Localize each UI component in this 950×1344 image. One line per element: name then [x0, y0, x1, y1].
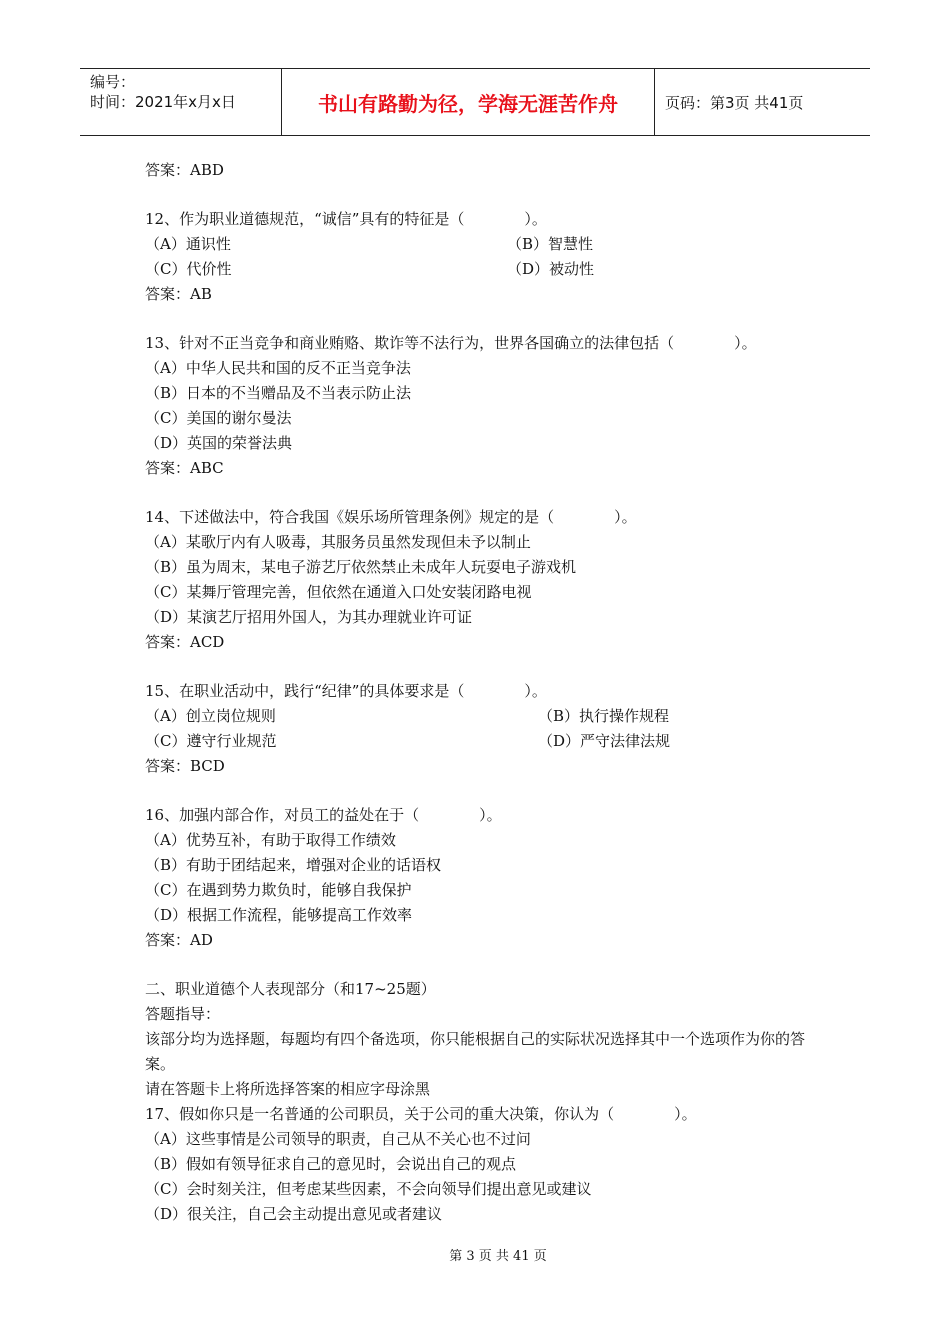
section-title: 二、职业道德个人表现部分（和17~25题） [145, 980, 436, 998]
option-d: （D）很关注，自己会主动提出意见或者建议 [145, 1205, 443, 1223]
option-c: （C）遵守行业规范 [145, 732, 277, 750]
option-d: （D）被动性 [507, 260, 595, 278]
option-b: （B）有助于团结起来，增强对企业的话语权 [145, 856, 442, 874]
option-b: （B）假如有领导征求自己的意见时，会说出自己的观点 [145, 1155, 517, 1173]
answer: 答案：AB [145, 285, 212, 303]
option-c: （C）会时刻关注，但考虑某些因素，不会向领导们提出意见或建议 [145, 1180, 592, 1198]
guide-label: 答题指导： [145, 1005, 221, 1023]
option-d: （D）英国的荣誉法典 [145, 434, 293, 452]
option-c: （C）美国的谢尔曼法 [145, 409, 292, 427]
option-b: （B）执行操作规程 [538, 707, 670, 725]
question-13 [145, 331, 825, 481]
question-text: 12、作为职业道德规范，“诚信”具有的特征是（ ）。 [145, 210, 547, 228]
answer: 答案：ACD [145, 633, 225, 651]
page-footer: 第 3 页 共 41 页 [449, 1249, 547, 1264]
option-b: （B）虽为周末，某电子游艺厅依然禁止未成年人玩耍电子游戏机 [145, 558, 577, 576]
option-a: （A）中华人民共和国的反不正当竞争法 [145, 359, 411, 377]
guide-text: 该部分均为选择题，每题均有四个备选项，你只能根据自己的实际状况选择其中一个选项作为你的答案。 [145, 1030, 806, 1073]
header-page-number: 页码：第3页 共41页 [665, 93, 804, 112]
header-slogan: 书山有路勤为径，学海无涯苦作舟 [282, 69, 655, 135]
answer: 答案：AD [145, 931, 213, 949]
header-meta [80, 69, 282, 135]
option-c: （C）代价性 [145, 260, 232, 278]
option-c: （C）在遇到势力欺负时，能够自我保护 [145, 881, 412, 899]
answer: 答案：ABC [145, 459, 224, 477]
document-number: 编号： [90, 73, 136, 91]
question-12 [145, 207, 825, 307]
question-text: 16、加强内部合作，对员工的益处在于（ ）。 [145, 806, 502, 824]
question-15 [145, 679, 825, 779]
option-a: （A）优势互补，有助于取得工作绩效 [145, 831, 396, 849]
option-c: （C）某舞厅管理完善，但依然在通道入口处安装闭路电视 [145, 583, 532, 601]
instruction: 请在答题卡上将所选择答案的相应字母涂黑 [145, 1080, 431, 1098]
answer: 答案：BCD [145, 757, 225, 775]
question-16 [145, 803, 825, 953]
question-text: 15、在职业活动中，践行“纪律”的具体要求是（ ）。 [145, 682, 547, 700]
question-text: 14、下述做法中，符合我国《娱乐场所管理条例》规定的是（ ）。 [145, 508, 637, 526]
option-b: （B）日本的不当赠品及不当表示防止法 [145, 384, 412, 402]
option-a: （A）创立岗位规则 [145, 707, 276, 725]
page-header [80, 68, 870, 136]
option-b: （B）智慧性 [507, 235, 594, 253]
question-14 [145, 505, 825, 655]
document-body [145, 158, 825, 1227]
option-a: （A）某歌厅内有人吸毒，其服务员虽然发现但未予以制止 [145, 533, 531, 551]
question-text: 13、针对不正当竞争和商业贿赂、欺诈等不法行为，世界各国确立的法律包括（ ）。 [145, 334, 757, 352]
section-2 [145, 977, 825, 1102]
question-17 [145, 1102, 825, 1227]
document-date: 时间：2021年x月x日 [90, 93, 236, 111]
question-text: 17、假如你只是一名普通的公司职员，关于公司的重大决策，你认为（ ）。 [145, 1105, 697, 1123]
option-d: （D）某演艺厅招用外国人，为其办理就业许可证 [145, 608, 473, 626]
option-a: （A）这些事情是公司领导的职责，自己从不关心也不过问 [145, 1130, 531, 1148]
option-a: （A）通识性 [145, 235, 231, 253]
option-d: （D）严守法律法规 [538, 732, 671, 750]
answer-prev: 答案：ABD [145, 161, 224, 179]
option-d: （D）根据工作流程，能够提高工作效率 [145, 906, 413, 924]
